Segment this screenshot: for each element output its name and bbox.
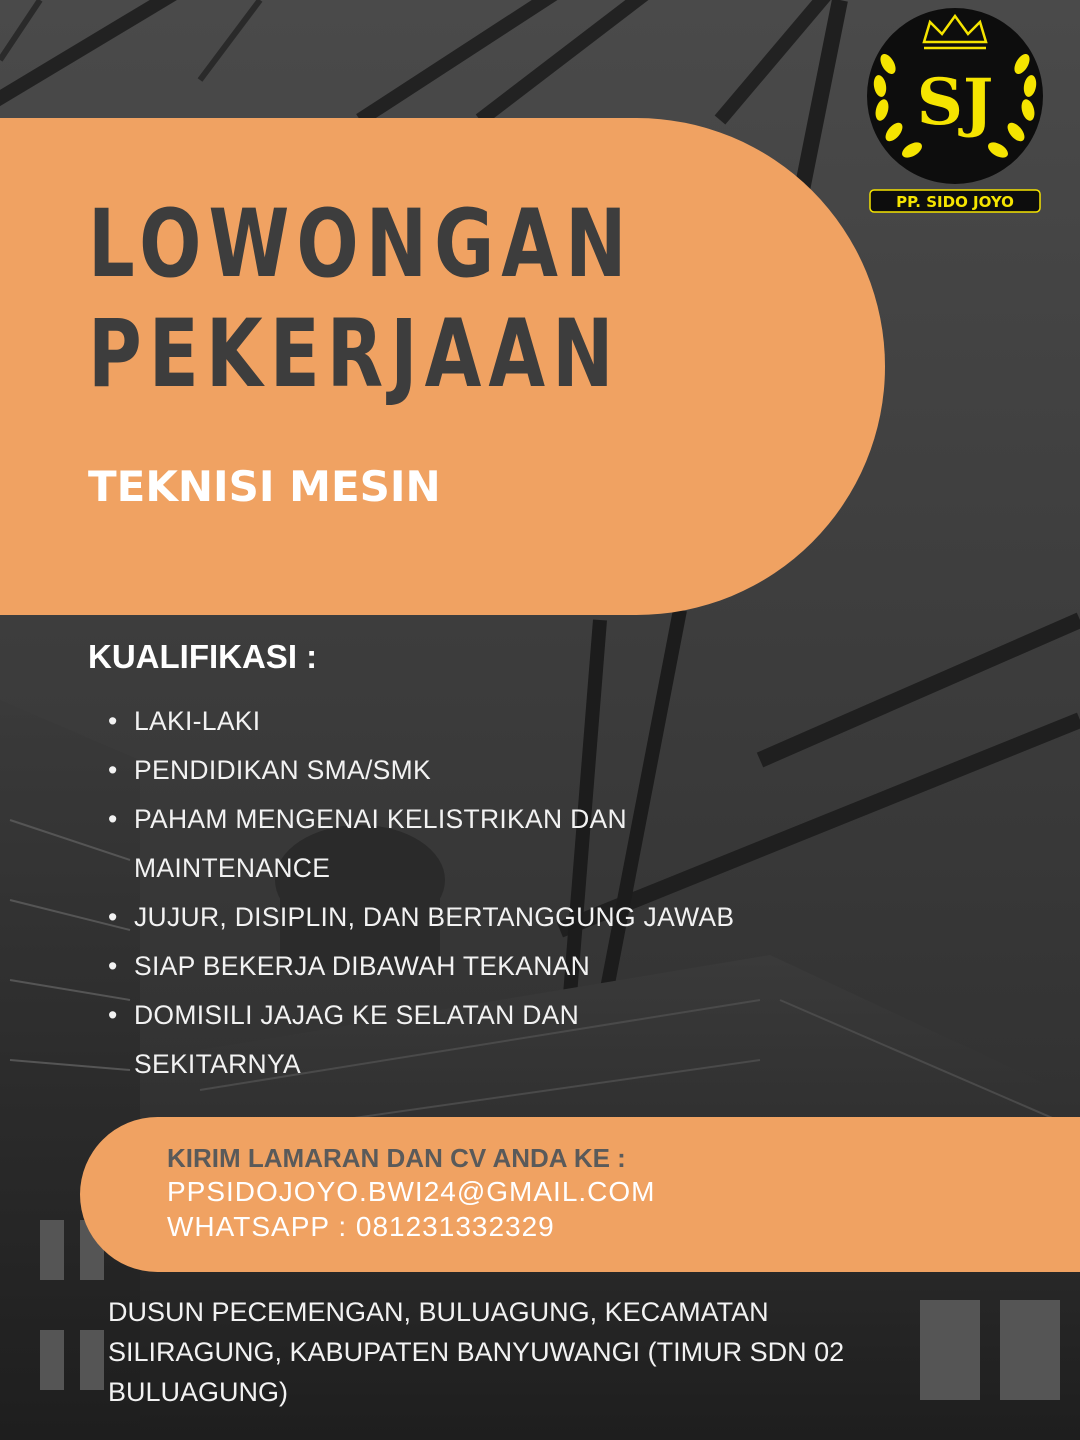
list-item: • JUJUR, DISIPLIN, DAN BERTANGGUNG JAWAB — [108, 902, 735, 932]
list-item: • DOMISILI JAJAG KE SELATAN DAN SEKITARNYA — [108, 1000, 580, 1079]
job-position: TEKNISI MESIN — [88, 462, 441, 511]
company-logo — [862, 4, 1048, 214]
contact-email[interactable]: PPSIDOJOYO.BWI24@GMAIL.COM — [167, 1176, 656, 1207]
address-text: DUSUN PECEMENGAN, BULUAGUNG, KECAMATAN SILIRAGUNG, KABUPATEN BANYUWANGI (TIMUR SDN 02 BULUAGUNG) — [108, 1297, 845, 1407]
qualifications-heading: KUALIFIKASI : — [88, 638, 318, 675]
headline-line-2: PEKERJAAN — [88, 300, 621, 409]
contact-heading: KIRIM LAMARAN DAN CV ANDA KE : — [167, 1143, 626, 1173]
logo-monogram: SJ — [916, 65, 994, 140]
contact-whatsapp[interactable]: WHATSAPP : 081231332329 — [167, 1211, 555, 1242]
list-item: • PAHAM MENGENAI KELISTRIKAN DAN MAINTENANCE — [108, 804, 627, 883]
logo-caption: PP. SIDO JOYO — [896, 193, 1014, 211]
list-item: • PENDIDIKAN SMA/SMK — [108, 755, 431, 785]
qualifications-list — [108, 697, 808, 1089]
list-item: • LAKI-LAKI — [108, 706, 261, 736]
list-item: • SIAP BEKERJA DIBAWAH TEKANAN — [108, 951, 591, 981]
headline-line-1: LOWONGAN — [88, 190, 634, 299]
headline — [88, 190, 633, 410]
